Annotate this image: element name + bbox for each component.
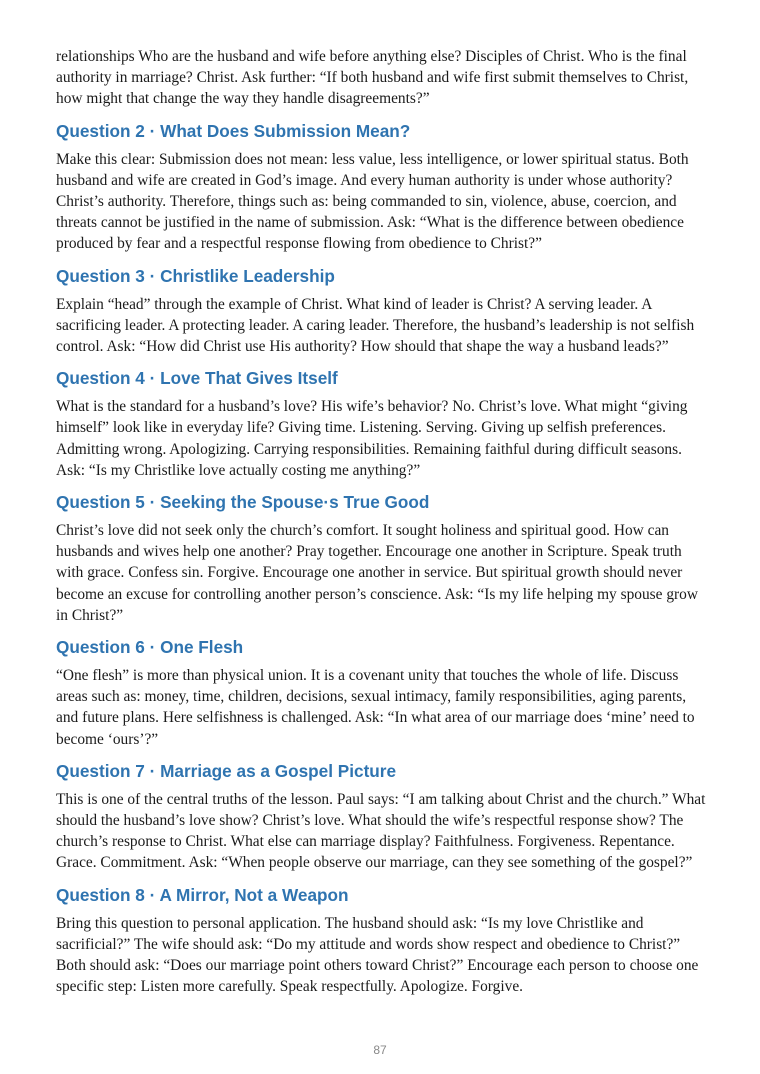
section-heading-question-4: Question 4 · Love That Gives Itself	[56, 368, 338, 389]
section-body-question-2: Make this clear: Submission does not mean: less value, less intelligence, or lower spiritual status. Both husband and wife are created in God’s image. And every human authority is under whose authority? Christ’s authority. Therefore, things such as: being commanded to sin, violence, abuse, coercion, and threats cannot be justified in the name of submission. Ask: “What is the difference between obedience produced by fear and a respectful response flowing from obedience to Christ?”	[56, 150, 689, 253]
section-heading-question-2: Question 2 · What Does Submission Mean?	[56, 120, 411, 141]
intro-paragraph: relationships Who are the husband and wife before anything else? Disciples of Christ. Who is the final authority in marriage? Christ. Ask further: “If both husband and wife first submit themselves to Christ, how might that change the way they handle disagreements?”	[56, 48, 689, 108]
section-body-question-8: Bring this question to personal application. The husband should ask: “Is my love Christlike and sacrificial?” The wife should ask: “Do my attitude and words show respect and obedience to Christ?” Both should ask: “Does our marriage point others toward Christ?” Encourage each person to choose one specific step: Listen more carefully. Speak respectfully. Apologize. Forgive.	[56, 914, 699, 996]
section-heading-question-3: Question 3 · Christlike Leadership	[56, 265, 335, 286]
section-heading-question-8: Question 8 · A Mirror, Not a Weapon	[56, 884, 349, 905]
section-body-question-6: “One flesh” is more than physical union. It is a covenant unity that touches the whole of life. Discuss areas such as: money, time, children, decisions, sexual intimacy, family responsibilities, aging parents, and future plans. Here selfishness is challenged. Ask: “In what area of our marriage does ‘mine’ need to become ‘ours’?”	[56, 667, 695, 748]
section-body-question-7: This is one of the central truths of the lesson. Paul says: “I am talking about Christ and the church.” What should the husband’s love show? Christ’s love. What should the wife’s respectful response show? The church’s response to Christ. What else can marriage display? Faithfulness. Forgiveness. Repentance. Grace. Commitment. Ask: “When people observe our marriage, can they see something of the gospel?”	[56, 790, 706, 872]
section-heading-question-5: Question 5 · Seeking the Spouse·s True Good	[56, 492, 430, 513]
page-number: 87	[373, 1043, 387, 1057]
section-heading-question-6: Question 6 · One Flesh	[56, 637, 244, 658]
section-body-question-5: Christ’s love did not seek only the church’s comfort. It sought holiness and spiritual good. How can husbands and wives help one another? Pray together. Encourage one another in Scripture. Speak truth with grace. Confess sin. Forgive. Encourage one another in service. But spiritual growth should never become an excuse for controlling another person’s conscience. Ask: “Is my life helping my spouse grow in Christ?”	[56, 522, 698, 624]
section-heading-question-7: Question 7 · Marriage as a Gospel Picture	[56, 760, 397, 781]
section-body-question-4: What is the standard for a husband’s love? His wife’s behavior? No. Christ’s love. What might “giving himself” look like in everyday life? Giving time. Listening. Serving. Giving up selfish preferences. Admitting wrong. Apologizing. Carrying responsibilities. Remaining faithful during difficult seasons. Ask: “Is my Christlike love actually costing me anything?”	[56, 398, 688, 479]
section-body-question-3: Explain “head” through the example of Christ. What kind of leader is Christ? A serving leader. A sacrificing leader. A protecting leader. A caring leader. Therefore, the husband’s leadership is not selfish control. Ask: “How did Christ use His authority? How should that shape the way a husband leads?”	[56, 295, 695, 356]
